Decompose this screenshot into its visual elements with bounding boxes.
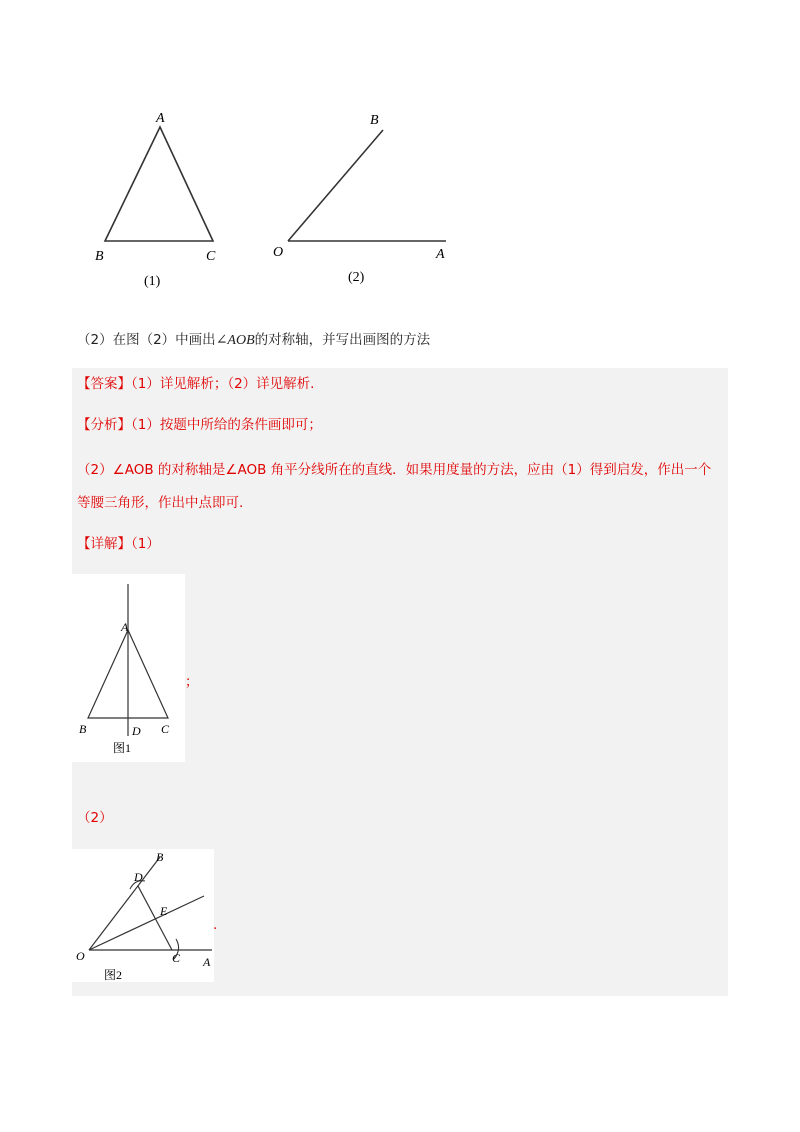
caption-1: (1) — [144, 274, 161, 289]
caption-2: (2) — [348, 270, 365, 285]
d2-label-a: A — [203, 955, 211, 969]
d2-label-d: D — [134, 870, 143, 884]
top-figure — [80, 100, 460, 300]
label-c: C — [206, 249, 216, 264]
d1-label-b: B — [79, 722, 87, 736]
figure-2-trailing: . — [213, 917, 218, 933]
ray-ob — [288, 130, 383, 241]
figure-1-trailing: ； — [185, 674, 199, 690]
answer-line — [77, 374, 314, 394]
detail-text: （1） — [131, 536, 160, 552]
d1-label-a: A — [121, 620, 129, 634]
d1-label-d: D — [132, 724, 141, 738]
question-2-suffix: 的对称轴，并写出画图的方法 — [254, 332, 431, 348]
d2-label-o: O — [76, 949, 85, 963]
triangle-abc — [105, 127, 213, 241]
label-a2: A — [436, 247, 445, 262]
detail-tag: 【详解】 — [77, 536, 131, 552]
analysis-tag: 【分析】 — [77, 417, 131, 433]
d2-label-c: C — [172, 951, 181, 965]
label-a: A — [156, 111, 165, 126]
label-b2: B — [370, 113, 379, 128]
question-2 — [77, 330, 430, 351]
d2-caption: 图2 — [104, 968, 123, 982]
question-2-prefix: （2）在图（2）中画出 — [77, 332, 216, 348]
answer-text: （1）详见解析；（2）详见解析. — [131, 376, 315, 392]
label-b: B — [95, 249, 104, 264]
detail-line — [77, 534, 160, 554]
question-2-angle: ∠AOB — [215, 333, 255, 348]
analysis-line — [77, 415, 322, 435]
d2-label-b: B — [156, 850, 164, 864]
d1-label-c: C — [161, 722, 170, 736]
detail-figure-2 — [72, 849, 214, 982]
detail-figure-1 — [72, 574, 185, 762]
answer-tag: 【答案】 — [77, 376, 131, 392]
analysis-line-2: （2）∠AOB 的对称轴是∠AOB 角平分线所在的直线．如果用度量的方法，应由（1）得到启发，作出一个 — [77, 462, 712, 478]
analysis-text: （1）按题中所给的条件画即可； — [131, 417, 322, 433]
d2-label-e: E — [160, 904, 168, 918]
analysis-line-3: 等腰三角形，作出中点即可. — [77, 495, 244, 511]
label-o2: O — [273, 245, 284, 260]
d1-caption: 图1 — [113, 741, 132, 755]
part-2-label: （2） — [77, 810, 113, 826]
